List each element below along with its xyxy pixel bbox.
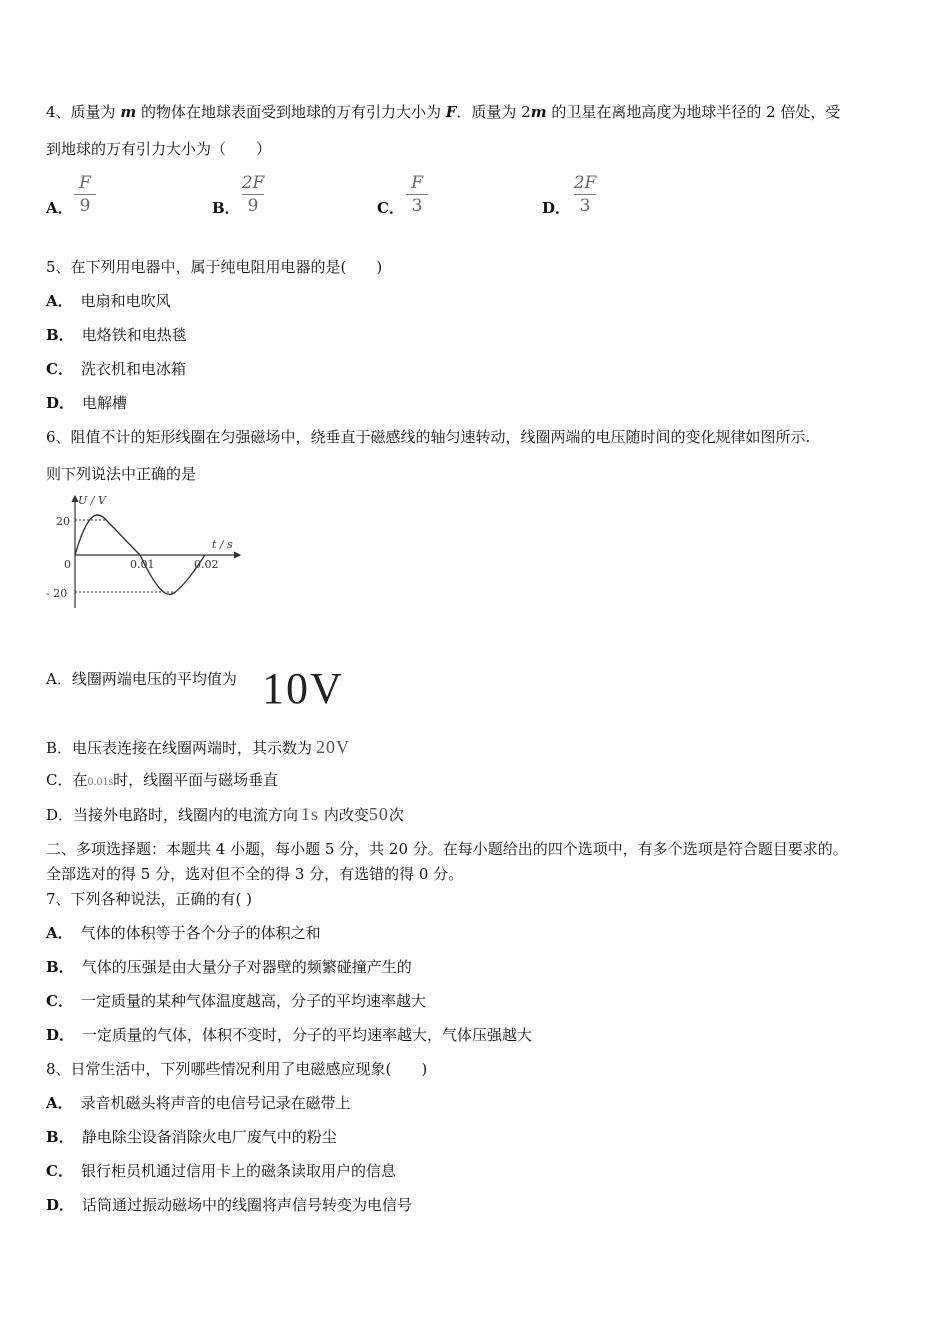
q5-option-d[interactable]: D． 电解槽 [46,394,128,412]
x-axis-label: t / s [212,538,233,551]
section2-instructions-line2: 全部选对的得 5 分，选对但不全的得 3 分，有选错的得 0 分。 [46,865,464,883]
x-tick-001: 0.01 [130,558,155,571]
q6-option-c[interactable]: C．在0.01s时，线圈平面与磁场垂直 [46,771,279,789]
q7-option-a[interactable]: A． 气体的体积等于各个分子的体积之和 [46,924,321,942]
q6-option-a[interactable]: A．线圈两端电压的平均值为 [46,670,237,688]
origin-label: 0 [64,558,71,571]
q4-option-d-fraction[interactable]: 2F 3 [573,173,597,216]
y-tick-20: 20 [56,515,70,528]
q4-option-a-fraction[interactable]: F 9 [70,172,100,217]
q7-option-d[interactable]: D． 一定质量的气体，体积不变时，分子的平均速率越大，气体压强越大 [46,1026,533,1044]
voltage-time-graph [40,490,250,615]
q7-option-b[interactable]: B． 气体的压强是由大量分子对器壁的频繁碰撞产生的 [46,958,412,976]
q8-option-c[interactable]: C． 银行柜员机通过信用卡上的磁条读取用户的信息 [46,1162,396,1180]
q7-stem: 7、下列各种说法，正确的有( ) [46,890,253,908]
q5-option-a[interactable]: A． 电扇和电吹风 [46,292,171,310]
q5-option-c[interactable]: C． 洗衣机和电冰箱 [46,360,186,378]
y-tick-neg20: - 20 [46,587,68,600]
q6-option-a-value: 10V [262,664,344,713]
q4-option-c-label[interactable]: C． [377,199,404,217]
q8-option-d[interactable]: D． 话筒通过振动磁场中的线圈将声信号转变为电信号 [46,1196,413,1214]
q6-stem-line1: 6、阻值不计的矩形线圈在匀强磁场中，绕垂直于磁感线的轴匀速转动，线圈两端的电压随时间的变化规律如图所示. [46,428,811,446]
q7-option-c[interactable]: C． 一定质量的某种气体温度越高，分子的平均速率越大 [46,992,426,1010]
q6-stem-line2: 则下列说法中正确的是 [46,465,197,483]
y-axis-label: U / V [78,494,106,507]
section2-instructions-line1: 二、多项选择题：本题共 4 小题，每小题 5 分，共 20 分。在每小题给出的四个选项中，有多个选项是符合题目要求的。 [46,840,848,858]
q4-option-b-label[interactable]: B． [212,199,240,217]
q4-option-b-fraction[interactable]: 2F 9 [241,173,265,216]
q6-option-d[interactable]: D．当接外电路时，线圈内的电流方向 1s 内改变50次 [46,804,404,824]
x-tick-002: 0.02 [194,558,219,571]
q4-stem-line2: 到地球的万有引力大小为（ ） [46,140,272,158]
q4-option-c-fraction[interactable]: F 3 [402,172,432,217]
q8-stem: 8、日常生活中，下列哪些情况利用了电磁感应现象( ) [46,1060,428,1078]
q8-option-a[interactable]: A． 录音机磁头将声音的电信号记录在磁带上 [46,1094,351,1112]
q5-option-b[interactable]: B． 电烙铁和电热毯 [46,326,187,344]
q4-stem-line1: 4、质量为 m 的物体在地球表面受到地球的万有引力大小为 F．质量为 2m 的卫星在离地高度为地球半径的 2 倍处，受 [46,103,841,121]
q4-option-d-label[interactable]: D． [542,199,571,217]
q6-option-b[interactable]: B．电压表连接在线圈两端时，其示数为 20V [46,737,351,757]
q4-option-a-label[interactable]: A． [46,199,73,217]
q5-stem: 5、在下列用电器中，属于纯电阻用电器的是( ) [46,258,383,276]
q8-option-b[interactable]: B． 静电除尘设备消除火电厂废气中的粉尘 [46,1128,337,1146]
